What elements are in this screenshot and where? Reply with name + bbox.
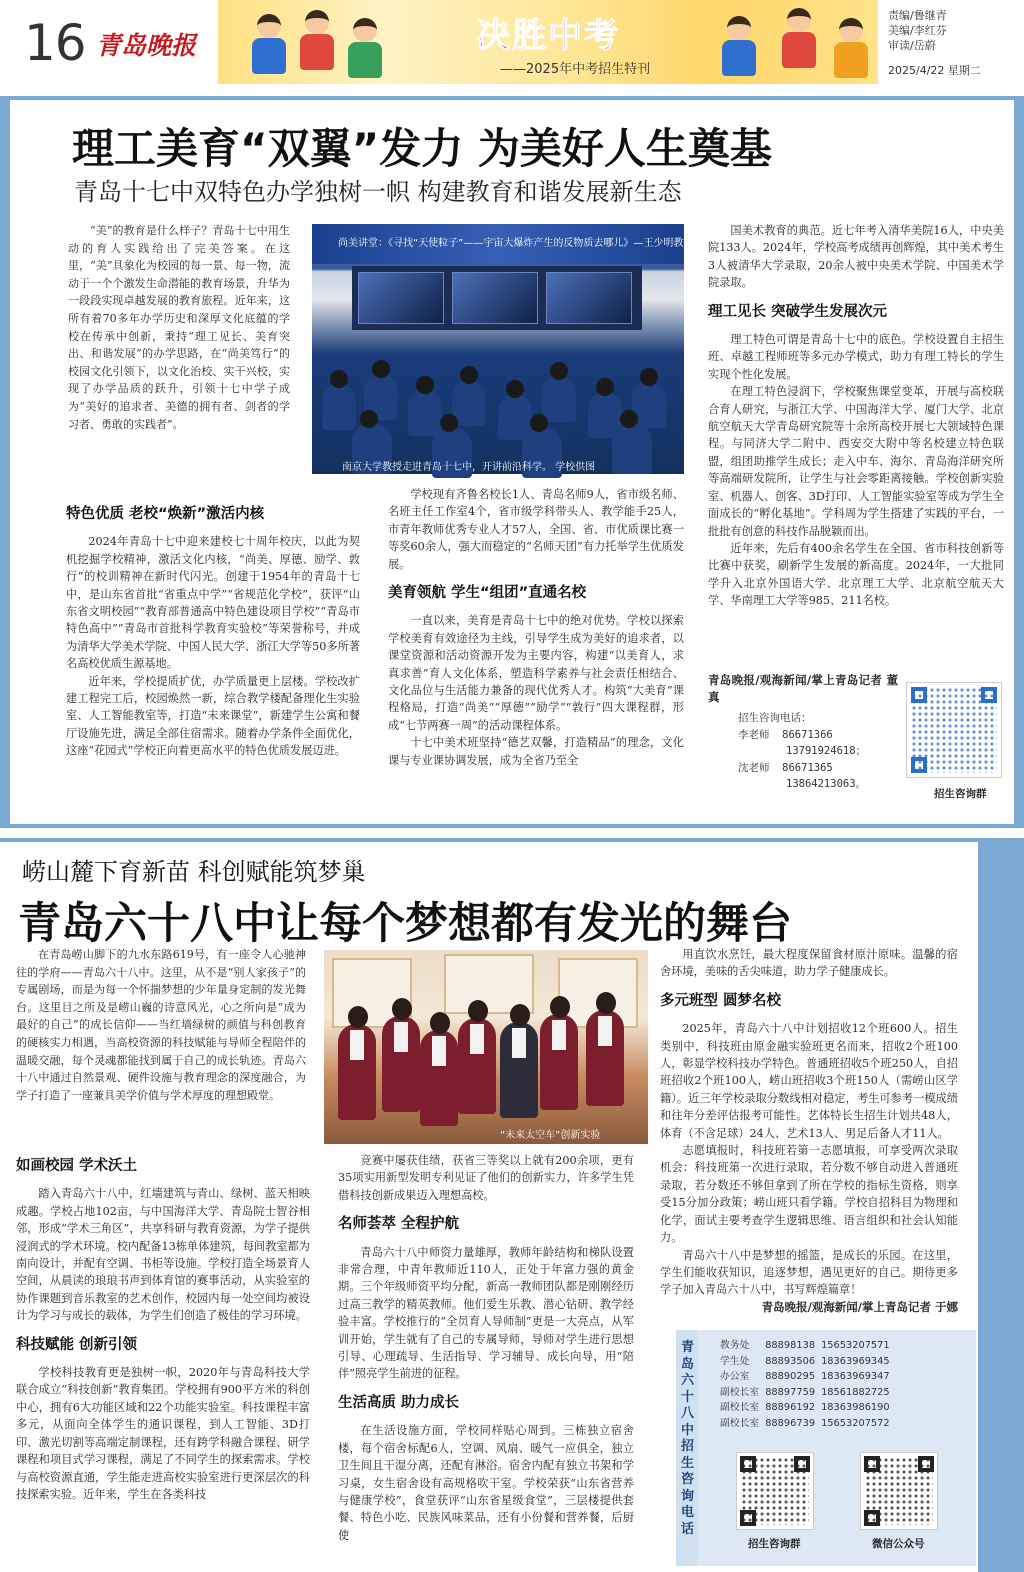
article2-column-2 [338,1152,634,1560]
contact-mobile: 13791924618； [786,745,867,757]
contact-mobile: 13864213063。 [786,778,867,790]
lecture-photo [312,224,737,474]
qr-label: 招生咨询群 [748,1538,801,1550]
article1-column-1 [66,494,360,806]
article2-lead [16,946,306,1154]
paragraph: 竞赛中屡获佳绩，获省三等奖以上就有200余项，更有35项实用新型发明专利见证了他们的创新实力，许多学生凭借科技创新成果迈入理想高校。 [338,1154,634,1202]
photo-caption: 南京大学教授走进青岛十七中，开讲前沿科学。 学校供图 [342,462,596,473]
paragraph: 理工特色可谓是青岛十七中的底色。学校设置自主招生班、卓越工程师班等多元办学模式，助力有理工特长的学生实现个性化发展。 [708,333,1004,381]
qr-code-icon[interactable] [906,682,1002,778]
contact-title: 招生咨询电话： [738,712,812,724]
recruitment-vertical-title: 青岛六十八中招生咨询电话 [681,1340,695,1537]
contact-phone: 86671366 [782,728,833,741]
paragraph: 2024年青岛十七中迎来建校七十周年校庆，以此为契机挖掘学校精神，激活文化内核，“尚美、厚德、励学、敦行”的校训精神在新时代闪光。创建于1954年的青岛十七中，是山东省首批“省重点中学”“省规范化学校”，获评“山东省文明校园”“教育部普通高中特色建设项目学校”“青岛市特色高中”“青岛市首批科学教育实验校”等荣誉称号，并成为清华大学美术学院、中国人民大学、浙江大学等50多所著名高校优质生源基地。 [66,535,360,671]
section-heading: 理工见长 突破学生发展次元 [708,303,888,320]
office-phone: 88896739 [765,1417,816,1429]
article1-lead [68,222,290,468]
paragraph: 十七中美术班坚持“德艺双馨，打造精品”的理念，文化课与专业课协调发展，成为全省乃至全 [388,736,684,767]
student-illustration-icon [344,18,386,80]
office-mobile: 18363969345 [821,1355,890,1367]
masthead [0,0,1024,92]
paragraph: 国美术教育的典范。近七年考入清华美院16人，中央美院133人。2024年，学校高考成绩再创辉煌，其中美术考生3人被清华大学录取，20余人被中央美术学院、中国美术学院录取。 [708,224,1004,290]
paragraph: 志愿填报时，科技班若第一志愿填报，可享受两次录取机会：科技班第一次进行录取，若分数不够自动进入普通班录取，若分数还不够但拿到了所在学校的指标生资格，则享受15分加分政策；崂山班只看学籍。学校自招科目为物理和化学，面试主要考查学生逻辑思维、语言组织和社会认知能力。 [660,1144,958,1245]
paragraph: 学校科技教育更是独树一帜，2020年与青岛科技大学联合成立“科技创新”教育集团。学校拥有900平方米的科创中心，拥有6大功能区域和22个功能实验室。科技课程丰富多元，从面向全体学生的通识课程，到人工智能、3D打印、激光切割等高端定制课程，还有跨学科融合课程、研学课程和项目式学习课程，满足了不同学生的探索需求。学校与高校资源直通，学生能走进高校实验室进行更深层次的科技探索实验。近年来，学生在各类科技 [16,1366,310,1501]
qr-label: 招生咨询群 [934,788,987,800]
office-mobile: 18561882725 [821,1386,890,1398]
contact-name: 李老师 [738,728,770,741]
paragraph: 一直以来，美育是青岛十七中的绝对优势。学校以探索学校美育有效途径为主线，引导学生成为美好的追求者，以课堂资源和活动资源开发为主要内容，构建“以美育人，求真求善”育人文化体系，塑造科学素养与社会责任相结合、文化品位与生活能力兼备的现代优秀人才。构筑“大美育”课程格局，打造“尚美”“厚德”“励学”“敦行”四大课程群，形成“七节两赛一周”的活动课程体系。 [388,614,684,732]
recruitment-row [720,1354,896,1370]
article2-headline: 青岛六十八中让每个梦想都有发光的舞台 [18,899,792,949]
article2-column-3 [660,946,958,1326]
office-phone: 88890295 [765,1371,816,1383]
recruitment-row [720,1338,896,1354]
contact-row [738,760,866,777]
contact-info [738,710,866,793]
recruitment-row [720,1385,896,1401]
editor-credits [888,8,947,53]
student-illustration-icon [718,16,760,78]
student-illustration-icon [830,18,872,80]
paragraph: 2025年，青岛六十八中计划招收12个班600人。招生类别中，科技班由原金融实验班更名而来，招收2个班100人，彰显学校科技办学特色。普通班招收5个班250人，自招班招收2个班100人，崂山班招收3个班150人（需崂山区学籍）。近三年学校录取分数线相对稳定，考生可参考一模成绩和往年分差评估报考可能性。艺体特长生招生计划共48人，体育（不含足球）24人、艺术13人、男足后备人才11人。 [660,1022,958,1140]
paragraph: 用直饮水烹饪，最大程度保留食材原汁原味。温馨的宿舍环境，美味的舌尖味道，助力学子健康成长。 [660,948,958,979]
recruitment-row [720,1416,896,1432]
article1-column-3 [708,222,1004,672]
section-heading: 科技赋能 创新引领 [16,1336,138,1353]
office-name: 副校长室 [720,1386,760,1398]
section-heading: 美育领航 学生“组团”直通名校 [388,585,587,602]
office-name: 办公室 [720,1371,750,1383]
qr-label: 微信公众号 [872,1538,925,1550]
photo-caption: “未来太空车”创新实验 [500,1130,601,1141]
paragraph: 在生活设施方面，学校同样贴心周到。三栋独立宿舍楼，每个宿舍标配6人，空调、风扇、暖气一应俱全，独立卫生间且干湿分离，还配有淋浴。宿舍内配有独立书架和学习桌，女生宿舍设有高规格吹干室。学校荣获“山东省营养与健康学校”，食堂获评“山东省星级食堂”，三层楼提供套餐、特色小吃、民族风味菜品，还有小份餐和营养餐，后厨使 [338,1424,634,1542]
recruitment-row [720,1400,896,1416]
byline: 青岛晚报/观海新闻/掌上青岛记者 董真 [708,673,898,704]
contact-row [738,727,866,744]
paragraph: 近年来，学校提质扩优，办学质量更上层楼。学校改扩建工程完工后，校园焕然一新，综合教学楼配备理化生实验室、人工智能教室等，打造“未来课堂”，新建学生公寓和餐厅设施先进，满足全部住宿需求。随着办学条件全面优化，这座“花园式”学校正向着更高水平的特色优质发展迈进。 [66,674,360,758]
section-heading: 如画校园 学术沃土 [16,1158,138,1174]
section-heading: 生活高质 助力成长 [338,1394,460,1411]
issue-date: 2025/4/22 星期二 [888,64,981,77]
office-phone: 88898138 [765,1340,816,1351]
recruitment-phone-table [720,1338,896,1432]
lead-paragraph: “美”的教育是什么样子？青岛十七中用生动的育人实践给出了完美答案。在这里，“美”具象化为校园的每一景、每一物，流动于一个个激发生命潜能的教育场景，升华为一段段实现卓越发展的教育旅程。近年来，这所有着70多年办学历史和深厚文化底蕴的学校在传承中创新，秉持“理工见长、美育突出、和谐发展”的办学思路，在“尚美笃行”的校园文化引领下，以文化治校、实干兴校，实现了办学品质的跃升，引领十七中学子成为“美好的追求者、美德的拥有者、剑者的学习者、勇敢的实践者”。 [68,224,290,431]
article2-kicker: 崂山麓下育新苗 科创赋能筑梦巢 [22,858,366,886]
contact-name: 沈老师 [738,761,770,774]
designer-line: 美编/李红芬 [888,24,947,37]
office-phone: 88896192 [765,1402,816,1414]
office-name: 学生处 [720,1355,750,1367]
office-mobile: 18363986190 [821,1402,890,1414]
paragraph: 青岛六十八中师资力量雄厚，教师年龄结构和梯队设置非常合理，中青年教师近110人，正处于年富力强的黄金期。三个年级师资平均分配，新高一教师团队都是刚刚经历过高三教学的精英教师。他们爱生乐教、潜心钻研、教学经验丰富。学校推行的“全员育人导师制”更是一大亮点，从军训开始，学生就有了自己的专属导师，导师对学生进行思想引导、心理疏导、生活指导、学习辅导、成长向导，用“陪伴”照亮学生前进的征程。 [338,1245,634,1381]
office-mobile: 15653207572 [821,1417,890,1429]
editor-line: 责编/鲁继青 [888,9,947,22]
recruitment-row [720,1369,896,1385]
reviewer-line: 审读/岳蔚 [888,39,936,52]
office-mobile: 18363969347 [821,1371,890,1383]
student-illustration-icon [778,8,820,70]
article1-subheadline: 青岛十七中双特色办学独树一帜 构建教育和谐发展新生态 [74,178,682,206]
section-heading: 多元班型 圆梦名校 [660,992,782,1009]
article1-column-2 [388,486,684,802]
paragraph: 在理工特色浸润下，学校聚焦课堂变革，开展与高校联合育人研究，与浙江大学、中国海洋大学、厦门大学、北京航空航天大学青岛研究院等十余所高校开展七大领域特色课程。与同济大学二附中、西安交大附中等名校建立特色联盟，组团助推学生成长；走入中车、海尔、青岛海洋研究所等高端研发院所，让学生与社会零距离接触。学校创新实验室、机器人、创客、3D打印、人工智能实验室等成为学生全面成长的“孵化基地”。学科周为学生搭建了实践的平台，一批批有创意的科技作品脱颖而出。 [708,385,1004,538]
special-issue-banner [218,0,878,84]
paragraph: 踏入青岛六十八中，红墙建筑与青山、绿树、蓝天相映成趣。学校占地102亩，与中国海洋大学、青岛院士智谷相邻，形成“学术三角区”，共享科研与教育资源，为学子提供浸润式的学术环境。校内配备13栋单体建筑，每间教室都为南向设计，并配有空调、书柜等设施。学校打造全场景育人空间，从晨读的琅琅书声到体育馆的赛事活动，从实验室的协作课题到音乐教室的艺术创作，校园内每一处空间均被设计为学习与成长的载体，为学生们创造了极佳的学习环境。 [16,1187,310,1323]
paper-name-logo: 青岛晚报 [96,31,197,60]
lead-paragraph: 在青岛崂山脚下的九水东路619号，有一座令人心驰神往的学府——青岛六十八中。这里，从不是“别人家孩子”的专属剧场，而是为每一个怀揣梦想的少年量身定制的发光舞台。这里目之所及是崂山巍的诗意风光，心之所向是“成为最好的自己”的成长信仰——当红墙绿树的颜值与科创教育的硬核实力相遇，当高校资源的科技赋能与导师全程陪伴的温暖交融，每个灵魂都能找到属于自己的成长轨迹。青岛六十八中通过自然景观、硬件设施与教育理念的深度融合，为学子打造了一座兼具美学价值与学术厚度的理想殿堂。 [16,948,306,1102]
qr-code-icon[interactable] [736,1452,814,1530]
office-name: 副校长室 [720,1402,760,1414]
office-name: 副校长室 [720,1417,760,1429]
byline: 青岛晚报/观海新闻/掌上青岛记者 于娜 [761,1299,958,1314]
office-name: 教务处 [720,1340,750,1351]
classroom-photo [324,950,648,1144]
paragraph: 青岛六十八中是梦想的摇篮，是成长的乐园。在这里，学生们能收获知识，追逐梦想，遇见更好的自己。期待更多学子加入青岛六十八中，书写辉煌篇章！ [660,1248,958,1297]
article1-headline: 理工美育“双翼”发力 为美好人生奠基 [72,124,772,173]
banner-title: 决胜中考 [476,16,620,56]
contact-phone: 86671365 [782,761,833,774]
paragraph: 近年来，先后有400余名学生在全国、省市科技创新等比赛中获奖，刷新学生发展的新高度。2024年，一大批同学升入北京外国语大学、北京理工大学、北京航空航天大学、华南理工大学等985、211名校。 [708,541,1004,608]
paragraph: 学校现有齐鲁名校长1人、青岛名师9人，省市级名师、名班主任工作室4个，省市级学科带头人、教学能手25人，市青年教师优秀专业人才57人，全国、省、市优质课比赛一等奖60余人，强大而稳定的“名师天团”有力托举学生优质发展。 [388,488,684,571]
page-number: 16 [24,14,86,72]
student-illustration-icon [296,10,338,72]
office-phone: 88897759 [765,1386,816,1398]
photo-screen-banner: 尚美讲堂：《寻找“天使粒子”——宇宙大爆炸产生的反物质去哪儿》—王少明教授 上海交大 [338,238,737,249]
section-heading: 特色优质 老校“焕新”激活内核 [66,506,265,522]
student-illustration-icon [248,14,290,76]
banner-subtitle: ——2025年中考招生特刊 [500,62,651,77]
article2-column-1 [16,1158,310,1562]
section-heading: 名师荟萃 全程护航 [338,1216,460,1233]
office-mobile: 15653207571 [821,1340,890,1351]
office-phone: 88893506 [765,1355,816,1367]
article1-byline [708,672,898,708]
qr-code-icon[interactable] [860,1452,938,1530]
